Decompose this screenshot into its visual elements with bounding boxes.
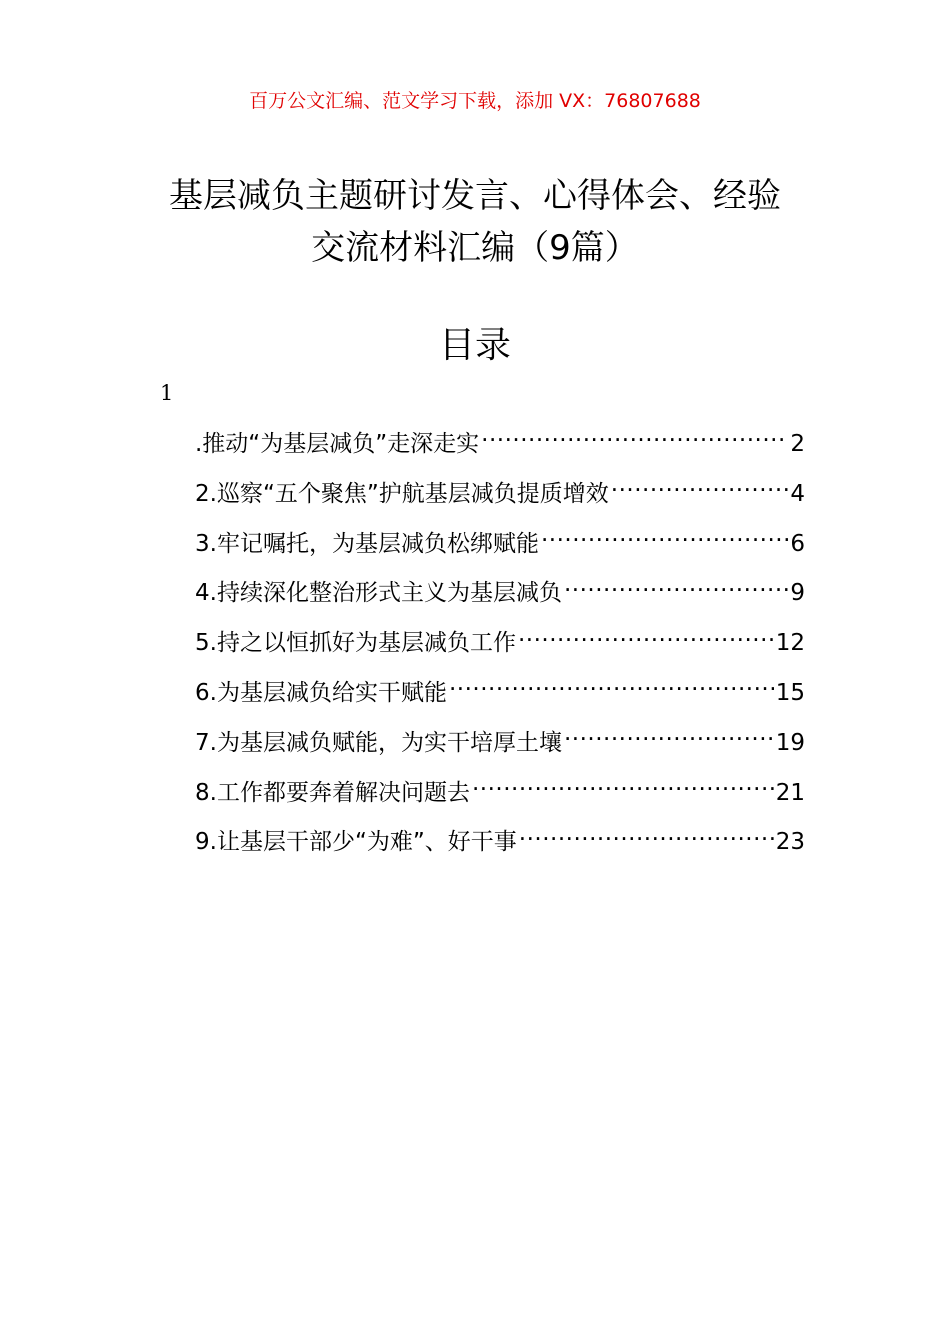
toc-entry-page: 23 [775, 829, 805, 856]
toc-dot-leader [518, 627, 774, 650]
document-title [60, 170, 890, 274]
document-title-line-1: 基层减负主题研讨发言、心得体会、经验 [169, 176, 781, 216]
toc-entry-label: 9.让基层干部少“为难”、好干事 [195, 829, 517, 856]
toc-heading: 目录 [438, 325, 511, 366]
toc-entry-6[interactable] [195, 669, 805, 719]
header-promo-note: 百万公文汇编、范文学习下载，添加 VX：76807688 [249, 90, 701, 112]
document-title-line-2: 交流材料汇编（9篇） [311, 228, 639, 268]
toc-dot-leader [564, 727, 774, 750]
toc-entry-page: 9 [790, 580, 805, 607]
toc-entry-label: 6.为基层减负给实干赋能 [195, 679, 447, 706]
toc-entry-4[interactable] [195, 569, 805, 619]
toc-entry-page: 12 [775, 630, 805, 657]
toc-dot-leader [611, 478, 789, 501]
toc-entry-3[interactable] [195, 520, 805, 570]
toc-entry-page: 19 [775, 729, 805, 756]
toc-dot-leader [449, 677, 774, 700]
toc-entry-2[interactable] [195, 470, 805, 520]
toc-entry-label: 2.巡察“五个聚焦”护航基层减负提质增效 [195, 480, 609, 507]
toc-entry-label: 3.牢记嘱托，为基层减负松绑赋能 [195, 530, 539, 557]
toc-entry-label: 5.持之以恒抓好为基层减负工作 [195, 630, 516, 657]
toc-dot-leader [519, 826, 774, 849]
toc-dot-leader [481, 428, 788, 451]
toc-entry-page: 15 [775, 679, 805, 706]
table-of-contents [195, 420, 805, 868]
toc-entry-page: 2 [790, 431, 805, 457]
toc-dot-leader [472, 777, 774, 800]
toc-entry-7[interactable] [195, 719, 805, 769]
toc-dot-leader [541, 528, 788, 551]
toc-entry-label: 8.工作都要奔着解决问题去 [195, 779, 470, 806]
toc-entry-8[interactable] [195, 769, 805, 819]
toc-entry-page: 4 [790, 480, 805, 507]
toc-entry-5[interactable] [195, 619, 805, 669]
toc-entry-label: 7.为基层减负赋能，为实干培厚土壤 [195, 729, 562, 756]
toc-dot-leader [564, 577, 788, 600]
toc-entry-page: 6 [790, 530, 805, 557]
toc-entry-label: 4.持续深化整治形式主义为基层减负 [195, 580, 562, 607]
toc-entry-label: .推动“为基层减负”走深走实 [195, 431, 480, 457]
toc-entry-9[interactable] [195, 818, 805, 868]
toc-entry-page: 21 [775, 779, 805, 806]
toc-entry-1[interactable] [195, 420, 805, 470]
stray-number: 1 [160, 381, 174, 405]
